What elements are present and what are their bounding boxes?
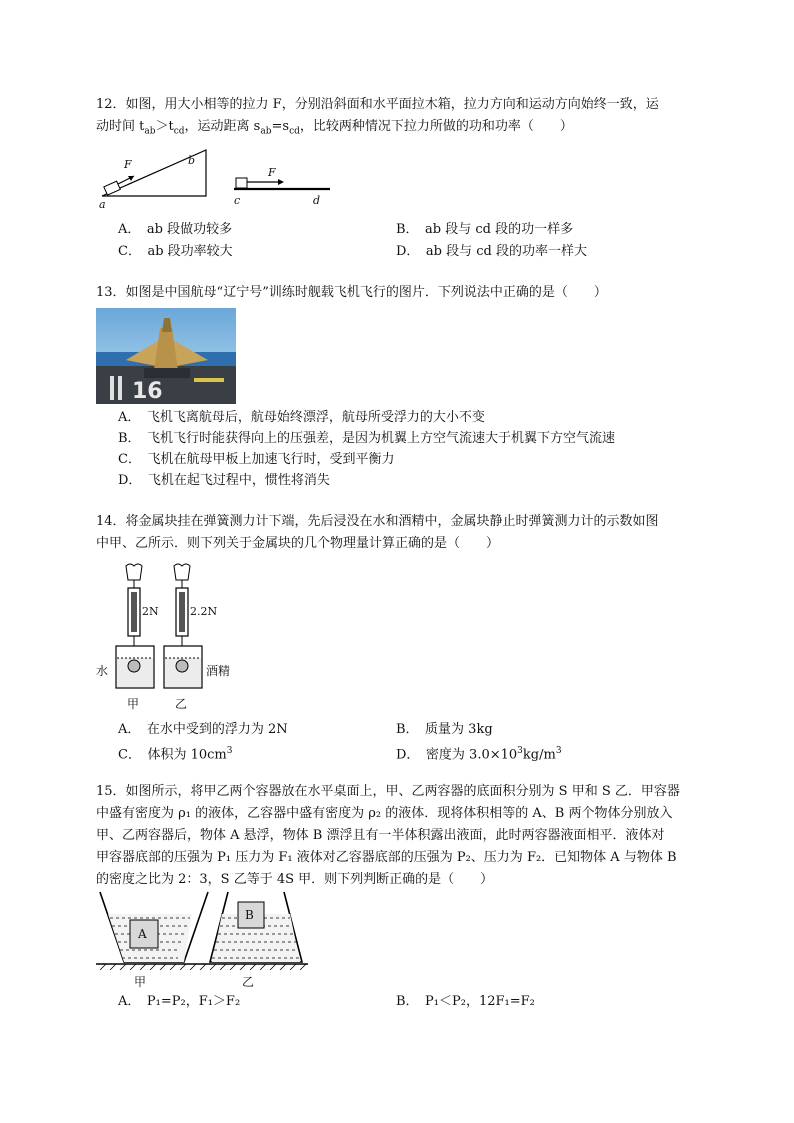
q12-option-d: D． ab 段与 cd 段的功率一样大	[396, 244, 587, 259]
q14-label-water: 水	[96, 664, 109, 678]
q12-sub-ab2: ab	[260, 126, 272, 137]
q15-option-a: A． P₁=P₂，F₁＞F₂	[118, 994, 241, 1009]
q15-label-B: B	[245, 908, 254, 922]
q12-text-e: ，比较两种情况下拉力所做的功和功率（ ）	[299, 119, 573, 134]
q14-label-yi: 乙	[175, 697, 188, 711]
q15-line1: 15．如图所示，将甲乙两个容器放在水平桌面上，甲、乙两容器的底面积分别为 S 甲和 S 乙．甲容器	[96, 784, 680, 799]
q12-text-c: ，运动距离 s	[184, 119, 261, 134]
q12-line2	[96, 118, 573, 141]
q15-option-b: B． P₁＜P₂，12F₁=F₂	[396, 994, 535, 1009]
box-on-incline	[104, 181, 120, 195]
jet-shadow	[144, 368, 190, 378]
q15-line2: 中盛有密度为 ρ₁ 的液体，乙容器中盛有密度为 ρ₂ 的液体．现将体积相等的 A、B 两个物体分别放入	[96, 806, 673, 821]
q12-text-d: =s	[271, 119, 290, 134]
q14-option-c	[118, 742, 232, 764]
q14-reading-2: 2.2N	[190, 605, 218, 618]
q15-figure	[96, 888, 308, 970]
box-on-surface	[236, 178, 247, 188]
q13-option-b: B． 飞机飞行时能获得向上的压强差，是因为机翼上方空气流速大于机翼下方空气流速	[118, 431, 616, 446]
q15-line4: 甲容器底部的压强为 P₁ 压力为 F₁ 液体对乙容器底部的压强为 P₂、压力为 F₂．已知物体 A 与物体 B	[96, 850, 677, 865]
q12-label-F1: F	[124, 158, 132, 171]
q15-label-yi: 乙	[242, 975, 255, 989]
metal-block-2	[176, 660, 188, 672]
q14-reading-1: 2N	[142, 605, 159, 618]
q12-label-b: b	[188, 154, 196, 167]
q14-line2: 中甲、乙所示．则下列关于金属块的几个物理量计算正确的是（ ）	[96, 536, 500, 551]
q14-option-d-unit: kg/m	[522, 747, 556, 763]
q14-option-d-text: D． 密度为 3.0×10	[396, 747, 518, 763]
q14-option-d-sup2: 3	[555, 746, 562, 756]
q14-option-c-text: C． 体积为 10cm	[118, 747, 227, 763]
q14-option-d-sup1: 3	[517, 746, 523, 756]
arrow-head-horizontal	[278, 179, 284, 185]
q13-option-c: C． 飞机在航母甲板上加速飞行时，受到平衡力	[118, 452, 395, 467]
q12-line1: 12．如图，用大小相等的拉力 F，分别沿斜面和水平面拉木箱，拉力方向和运动方向始终一致，运	[96, 97, 659, 112]
q15-line3: 甲、乙两容器后，物体 A 悬浮，物体 B 漂浮且有一半体积露出液面，此时两容器液面相平．液体对	[96, 828, 665, 843]
q13-option-d: D． 飞机在起飞过程中，惯性将消失	[118, 473, 330, 488]
metal-block-1	[128, 660, 140, 672]
q12-label-d: d	[313, 194, 321, 207]
q14-option-a: A． 在水中受到的浮力为 2N	[118, 722, 288, 737]
q12-label-a: a	[99, 198, 106, 211]
q12-option-b: B． ab 段与 cd 段的功一样多	[396, 222, 574, 237]
q14-label-alcohol: 酒精	[206, 664, 231, 678]
q14-option-d	[396, 742, 562, 764]
q14-option-c-sup: 3	[226, 746, 233, 756]
q12-sub-cd: cd	[173, 126, 185, 137]
q12-sub-cd2: cd	[289, 126, 300, 137]
q12-label-F2: F	[268, 166, 276, 179]
deck-number: 16	[132, 379, 163, 404]
q12-sub-ab: ab	[144, 126, 156, 137]
hand-icon	[126, 564, 142, 580]
q14-line1: 14．将金属块挂在弹簧测力计下端，先后浸没在水和酒精中，金属块静止时弹簧测力计的示数如图	[96, 514, 659, 529]
q14-option-b: B． 质量为 3kg	[396, 722, 493, 737]
q12-label-c: c	[234, 194, 241, 207]
q15-label-A: A	[138, 927, 147, 941]
q13-line1: 13．如图是中国航母“辽宁号”训练时舰载飞机飞行的图片．下列说法中正确的是（ ）	[96, 285, 607, 300]
q12-option-a: A． ab 段做功较多	[118, 222, 233, 237]
carrier-photo	[96, 308, 236, 404]
hand-icon	[174, 564, 190, 580]
q13-option-a: A． 飞机飞离航母后，航母始终漂浮，航母所受浮力的大小不变	[118, 410, 485, 425]
q12-text-a: 动时间 t	[96, 119, 145, 134]
q15-line5: 的密度之比为 2：3，S 乙等于 4S 甲．则下列判断正确的是（ ）	[96, 872, 494, 887]
q14-label-jia: 甲	[127, 697, 140, 711]
q15-label-jia: 甲	[134, 975, 147, 989]
q12-option-c: C． ab 段功率较大	[118, 244, 233, 259]
q12-text-b: ＞t	[155, 119, 174, 134]
q12-figure	[96, 144, 336, 210]
